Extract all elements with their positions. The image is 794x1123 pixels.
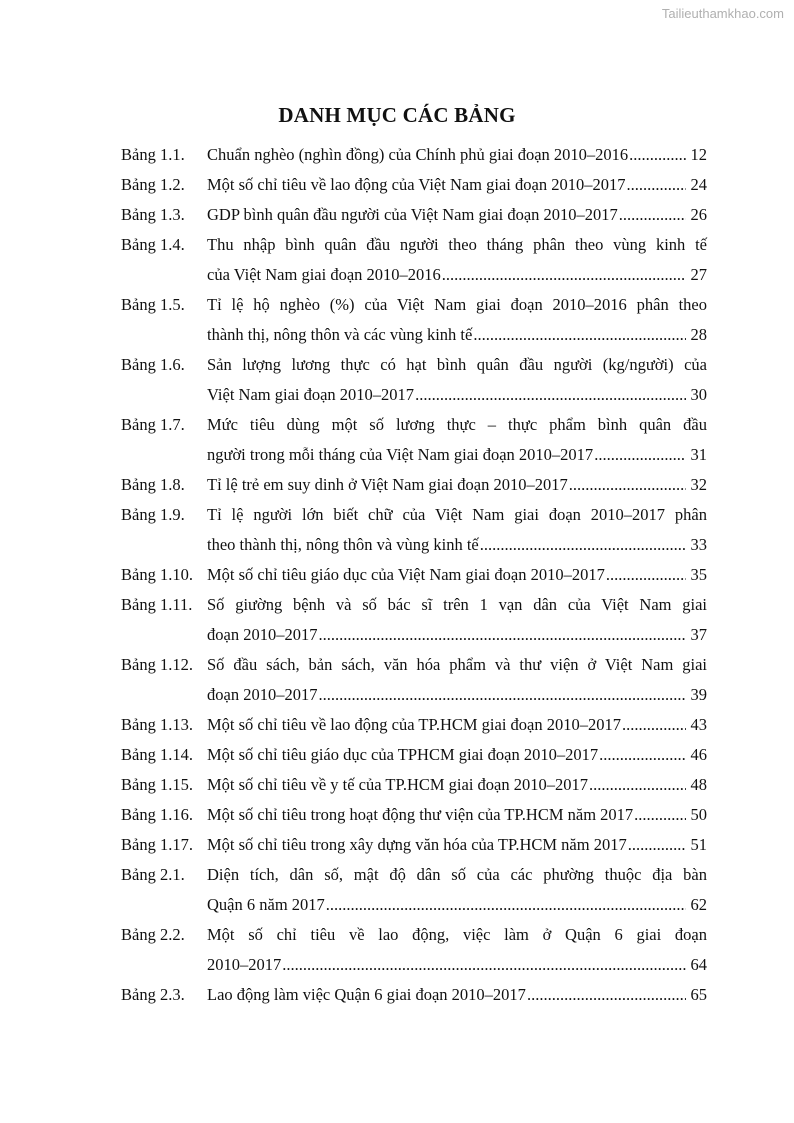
toc-entry[interactable]: [121, 410, 707, 470]
toc-entry[interactable]: [121, 800, 707, 830]
toc-entry[interactable]: [121, 920, 707, 980]
dot-leader: [415, 380, 686, 410]
toc-entry-label: Bảng 1.11.: [121, 595, 193, 614]
dot-leader: [606, 560, 686, 590]
toc-entry-page-number: 12: [690, 145, 707, 164]
toc-entry-label: Bảng 1.5.: [121, 295, 185, 314]
toc-entry-page-number: 43: [690, 715, 707, 734]
toc-entry-body: [207, 200, 707, 230]
page-title: DANH MỤC CÁC BẢNG: [278, 103, 516, 127]
dot-leader: [569, 470, 686, 500]
toc-entry-title-line: Quận 6 năm 2017: [207, 895, 325, 914]
toc-entry[interactable]: [121, 140, 707, 170]
toc-entry-final-line: [207, 980, 707, 1010]
toc-entry-final-line: [207, 800, 707, 830]
toc-entry-label: Bảng 2.1.: [121, 865, 185, 884]
toc-entry-title-line: Chuẩn nghèo (nghìn đồng) của Chính phủ giai đoạn 2010–2016: [207, 145, 629, 164]
toc-entry[interactable]: [121, 230, 707, 290]
toc-entry-body: [207, 740, 707, 770]
toc-entry-label: Bảng 1.7.: [121, 415, 185, 434]
dot-leader: [589, 770, 686, 800]
toc-entry-final-line: [207, 260, 707, 290]
dot-leader: [527, 980, 686, 1010]
toc-entry-page-number: 28: [690, 325, 707, 344]
toc-entry-page-number: 33: [690, 535, 707, 554]
toc-entry-final-line: [207, 140, 707, 170]
toc-entry-body: [207, 140, 707, 170]
toc-entry-title-line: theo thành thị, nông thôn và vùng kinh tế: [207, 535, 479, 554]
toc-entry[interactable]: [121, 590, 707, 650]
toc-entry[interactable]: [121, 500, 707, 560]
toc-entry-page-number: 51: [690, 835, 707, 854]
toc-entry-title-line: 2010–2017: [207, 955, 282, 974]
toc-entry-label: Bảng 1.3.: [121, 205, 185, 224]
dot-leader: [473, 320, 686, 350]
toc-entry-label: Bảng 1.9.: [121, 505, 185, 524]
toc-entry-final-line: [207, 770, 707, 800]
toc-entry-body: [207, 710, 707, 740]
toc-entry[interactable]: [121, 290, 707, 350]
toc-entry-body: [207, 470, 707, 500]
toc-entry-page-number: 26: [690, 205, 707, 224]
dot-leader: [594, 440, 686, 470]
toc-entry-label: Bảng 1.1.: [121, 145, 185, 164]
toc-entry-body: [207, 230, 707, 290]
toc-entry-final-line: [207, 380, 707, 410]
toc-entry-final-line: [207, 200, 707, 230]
toc-entry-body: [207, 770, 707, 800]
toc-entry-body: [207, 590, 707, 650]
dot-leader: [442, 260, 686, 290]
toc-entry-page-number: 65: [690, 985, 707, 1004]
dot-leader: [282, 950, 686, 980]
toc-entry[interactable]: [121, 470, 707, 500]
toc-entry-title-line: Một số chỉ tiêu về lao động, việc làm ở Quận 6 giai đoạn: [207, 925, 707, 944]
toc-entry-title-line: Tỉ lệ hộ nghèo (%) của Việt Nam giai đoạn 2010–2016 phân theo: [207, 295, 707, 314]
toc-entry-title-line: Lao động làm việc Quận 6 giai đoạn 2010–2017: [207, 985, 526, 1004]
toc-entry-label: Bảng 1.10.: [121, 565, 193, 584]
toc-entry-body: [207, 410, 707, 470]
toc-entry-title-line: Diện tích, dân số, mật độ dân số của các phường thuộc địa bàn: [207, 865, 707, 884]
toc-entry-label: Bảng 1.4.: [121, 235, 185, 254]
toc-entry-page-number: 31: [690, 445, 707, 464]
toc-entry-page-number: 50: [690, 805, 707, 824]
toc-entry-title-line: thành thị, nông thôn và các vùng kinh tế: [207, 325, 473, 344]
toc-entry[interactable]: [121, 200, 707, 230]
toc-entry-final-line: [207, 890, 707, 920]
dot-leader: [622, 710, 686, 740]
toc-entry-label: Bảng 1.12.: [121, 655, 193, 674]
toc-entry-body: [207, 290, 707, 350]
toc-entry[interactable]: [121, 710, 707, 740]
dot-leader: [326, 890, 686, 920]
toc-entry-title-line: Sản lượng lương thực có hạt bình quân đầu người (kg/người) của: [207, 355, 707, 374]
toc-entry-page-number: 48: [690, 775, 707, 794]
toc-entry-title-line: của Việt Nam giai đoạn 2010–2016: [207, 265, 441, 284]
dot-leader: [318, 680, 686, 710]
toc-entry-label: Bảng 1.15.: [121, 775, 193, 794]
toc-entry-title-line: Mức tiêu dùng một số lương thực – thực phẩm bình quân đầu: [207, 415, 707, 434]
toc-entry-final-line: [207, 470, 707, 500]
toc-entry-title-line: đoạn 2010–2017: [207, 625, 318, 644]
dot-leader: [318, 620, 686, 650]
toc-entry-label: Bảng 2.2.: [121, 925, 185, 944]
table-of-contents: [121, 140, 707, 1010]
dot-leader: [628, 830, 686, 860]
toc-entry-label: Bảng 1.13.: [121, 715, 193, 734]
toc-entry-title-line: Một số chỉ tiêu về lao động của TP.HCM giai đoạn 2010–2017: [207, 715, 621, 734]
toc-entry[interactable]: [121, 830, 707, 860]
toc-entry-page-number: 62: [690, 895, 707, 914]
toc-entry-label: Bảng 1.2.: [121, 175, 185, 194]
toc-entry-title-line: Một số chỉ tiêu về y tế của TP.HCM giai đoạn 2010–2017: [207, 775, 588, 794]
toc-entry-body: [207, 800, 707, 830]
toc-entry-page-number: 32: [690, 475, 707, 494]
toc-entry-final-line: [207, 530, 707, 560]
toc-entry-page-number: 64: [690, 955, 707, 974]
toc-entry-title-line: Số giường bệnh và số bác sĩ trên 1 vạn dân của Việt Nam giai: [207, 595, 707, 614]
toc-entry-final-line: [207, 830, 707, 860]
toc-entry-final-line: [207, 560, 707, 590]
toc-entry-title-line: Tỉ lệ trẻ em suy dinh ở Việt Nam giai đoạn 2010–2017: [207, 475, 568, 494]
toc-entry-title-line: Việt Nam giai đoạn 2010–2017: [207, 385, 415, 404]
toc-entry-final-line: [207, 320, 707, 350]
toc-entry[interactable]: [121, 170, 707, 200]
toc-entry-body: [207, 560, 707, 590]
toc-entry[interactable]: [121, 560, 707, 590]
toc-entry-page-number: 35: [690, 565, 707, 584]
toc-entry-body: [207, 920, 707, 980]
dot-leader: [619, 200, 686, 230]
toc-entry-title-line: Một số chỉ tiêu trong hoạt động thư viện của TP.HCM năm 2017: [207, 805, 634, 824]
dot-leader: [626, 170, 686, 200]
toc-entry[interactable]: [121, 860, 707, 920]
toc-entry-final-line: [207, 740, 707, 770]
toc-entry-title-line: Một số chỉ tiêu về lao động của Việt Nam giai đoạn 2010–2017: [207, 175, 626, 194]
toc-entry-label: Bảng 2.3.: [121, 985, 185, 1004]
toc-entry-page-number: 37: [690, 625, 707, 644]
toc-entry-title-line: Tỉ lệ người lớn biết chữ của Việt Nam giai đoạn 2010–2017 phân: [207, 505, 707, 524]
toc-entry-page-number: 27: [690, 265, 707, 284]
toc-entry-final-line: [207, 170, 707, 200]
toc-entry-title-line: Một số chỉ tiêu trong xây dựng văn hóa của TP.HCM năm 2017: [207, 835, 627, 854]
toc-entry[interactable]: [121, 740, 707, 770]
watermark: Tailieuthamkhao.com: [661, 6, 784, 21]
toc-entry-title-line: GDP bình quân đầu người của Việt Nam giai đoạn 2010–2017: [207, 205, 618, 224]
toc-entry-label: Bảng 1.14.: [121, 745, 193, 764]
toc-entry-title-line: đoạn 2010–2017: [207, 685, 318, 704]
toc-entry[interactable]: [121, 980, 707, 1010]
toc-entry-body: [207, 650, 707, 710]
toc-entry[interactable]: [121, 650, 707, 710]
toc-entry-page-number: 46: [690, 745, 707, 764]
toc-entry-label: Bảng 1.6.: [121, 355, 185, 374]
toc-entry-page-number: 30: [690, 385, 707, 404]
dot-leader: [629, 140, 686, 170]
toc-entry-final-line: [207, 950, 707, 980]
toc-entry-title-line: Một số chỉ tiêu giáo dục của Việt Nam giai đoạn 2010–2017: [207, 565, 605, 584]
toc-entry-label: Bảng 1.8.: [121, 475, 185, 494]
toc-entry-body: [207, 350, 707, 410]
toc-entry-final-line: [207, 710, 707, 740]
toc-entry-body: [207, 860, 707, 920]
dot-leader: [599, 740, 686, 770]
toc-entry-title-line: Một số chỉ tiêu giáo dục của TPHCM giai đoạn 2010–2017: [207, 745, 599, 764]
toc-entry-body: [207, 980, 707, 1010]
toc-entry-label: Bảng 1.16.: [121, 805, 193, 824]
dot-leader: [634, 800, 686, 830]
toc-entry-page-number: 39: [690, 685, 707, 704]
toc-entry-final-line: [207, 620, 707, 650]
toc-entry-body: [207, 830, 707, 860]
toc-entry-title-line: người trong mỗi tháng của Việt Nam giai đoạn 2010–2017: [207, 445, 594, 464]
toc-entry-final-line: [207, 440, 707, 470]
toc-entry-label: Bảng 1.17.: [121, 835, 193, 854]
toc-entry[interactable]: [121, 350, 707, 410]
toc-entry-page-number: 24: [690, 175, 707, 194]
toc-entry-title-line: Thu nhập bình quân đầu người theo tháng phân theo vùng kinh tế: [207, 235, 707, 254]
toc-entry-body: [207, 170, 707, 200]
toc-entry-final-line: [207, 680, 707, 710]
dot-leader: [480, 530, 686, 560]
toc-entry-body: [207, 500, 707, 560]
toc-entry[interactable]: [121, 770, 707, 800]
toc-entry-title-line: Số đầu sách, bản sách, văn hóa phẩm và thư viện ở Việt Nam giai: [207, 655, 707, 674]
